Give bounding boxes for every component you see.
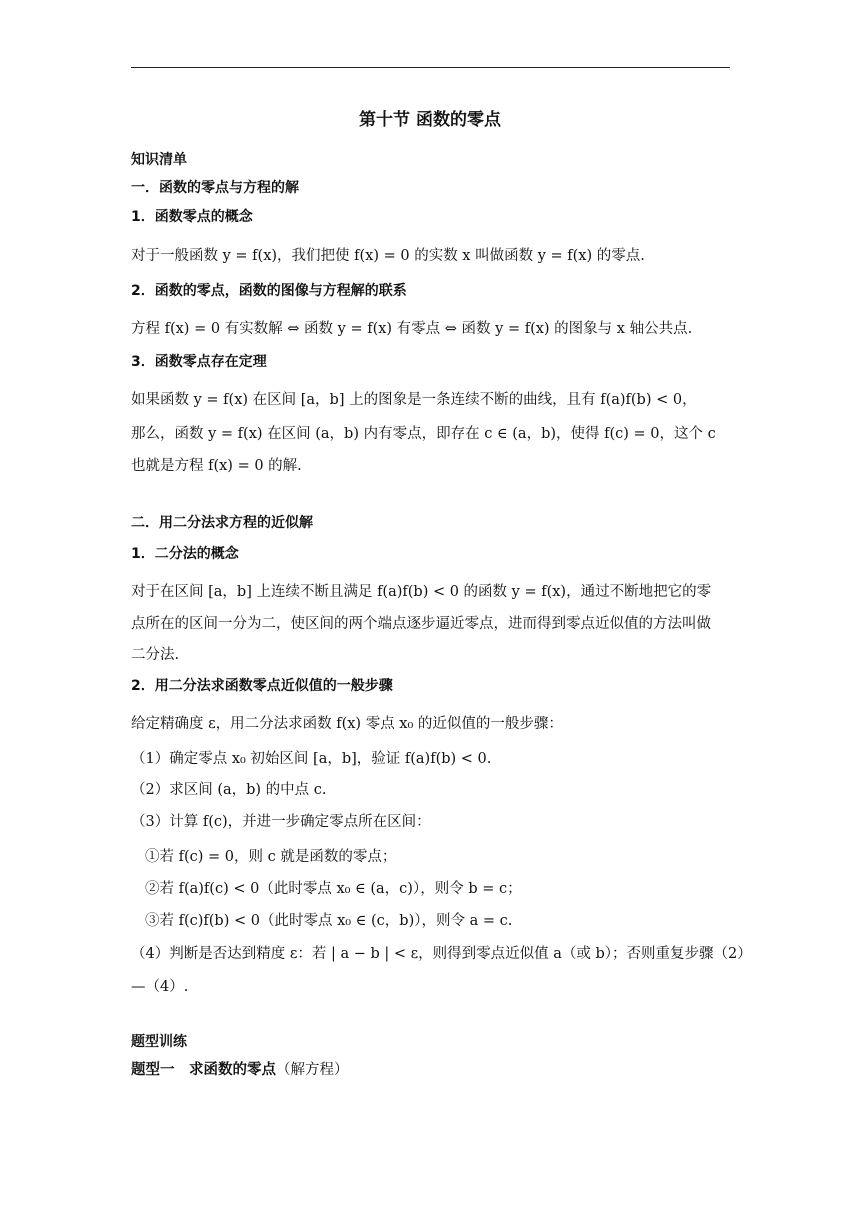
part1-s2-text: 方程 f(x) = 0 有实数解 ⇔ 函数 y = f(x) 有零点 ⇔ 函数 y = f(x) 的图象与 x 轴公共点. [131,321,693,337]
step4-line: （4）判断是否达到精度 ε：若 | a − b | < ε，则得到零点近似值 a（或 b）；否则重复步骤（2） [131,946,752,962]
part2-s2-intro: 给定精确度 ε，用二分法求函数 f(x) 零点 x₀ 的近似值的一般步骤： [131,716,563,732]
part1-s2-heading: 2．函数的零点，函数的图像与方程解的联系 [131,283,407,299]
part2-s1-line: 点所在的区间一分为二，使区间的两个端点逐步逼近零点，进而得到零点近似值的方法叫做 [131,616,711,632]
part1-s3-line: 那么，函数 y = f(x) 在区间 (a，b) 内有零点，即存在 c ∈ (a，b)，使得 f(c) = 0，这个 c [131,426,716,442]
step-line: （1）确定零点 x₀ 初始区间 [a，b]，验证 f(a)f(b) < 0. [131,751,492,767]
step4-line: —（4）. [131,979,189,995]
part1-s1-heading: 1．函数零点的概念 [131,209,253,225]
part2-heading: 二．用二分法求方程的近似解 [131,515,313,531]
part2-s2-heading: 2．用二分法求函数零点近似值的一般步骤 [131,678,393,694]
part2-s1-line: 二分法. [131,647,180,663]
substep-line: ③若 f(c)f(b) < 0（此时零点 x₀ ∈ (c，b)），则令 a = c. [145,913,513,929]
type1-label: 题型一 求函数的零点 [131,1062,276,1078]
part1-s1-text: 对于一般函数 y = f(x)，我们把使 f(x) = 0 的实数 x 叫做函数 y = f(x) 的零点. [131,248,645,264]
step-line: （3）计算 f(c)，并进一步确定零点所在区间： [131,814,431,830]
section-knowledge-heading: 知识清单 [131,152,187,168]
section-training-heading: 题型训练 [131,1034,187,1050]
part2-s1-line: 对于在区间 [a，b] 上连续不断且满足 f(a)f(b) < 0 的函数 y = f(x)，通过不断地把它的零 [131,584,712,600]
part1-heading: 一．函数的零点与方程的解 [131,180,299,196]
page-title: 第十节 函数的零点 [359,110,501,130]
part1-s3-line: 也就是方程 f(x) = 0 的解. [131,458,302,474]
type1-heading [131,1060,349,1080]
substep-line: ②若 f(a)f(c) < 0（此时零点 x₀ ∈ (a，c)），则令 b = c； [145,881,522,897]
part2-s1-heading: 1．二分法的概念 [131,546,239,562]
part1-s3-line: 如果函数 y = f(x) 在区间 [a，b] 上的图象是一条连续不断的曲线，且有 f(a)f(b) < 0， [131,392,697,408]
header-rule [131,67,730,68]
step-line: （2）求区间 (a，b) 的中点 c. [131,782,327,798]
substep-line: ①若 f(c) = 0，则 c 就是函数的零点； [145,849,397,865]
type1-note: （解方程） [276,1062,349,1078]
part1-s3-heading: 3．函数零点存在定理 [131,354,267,370]
